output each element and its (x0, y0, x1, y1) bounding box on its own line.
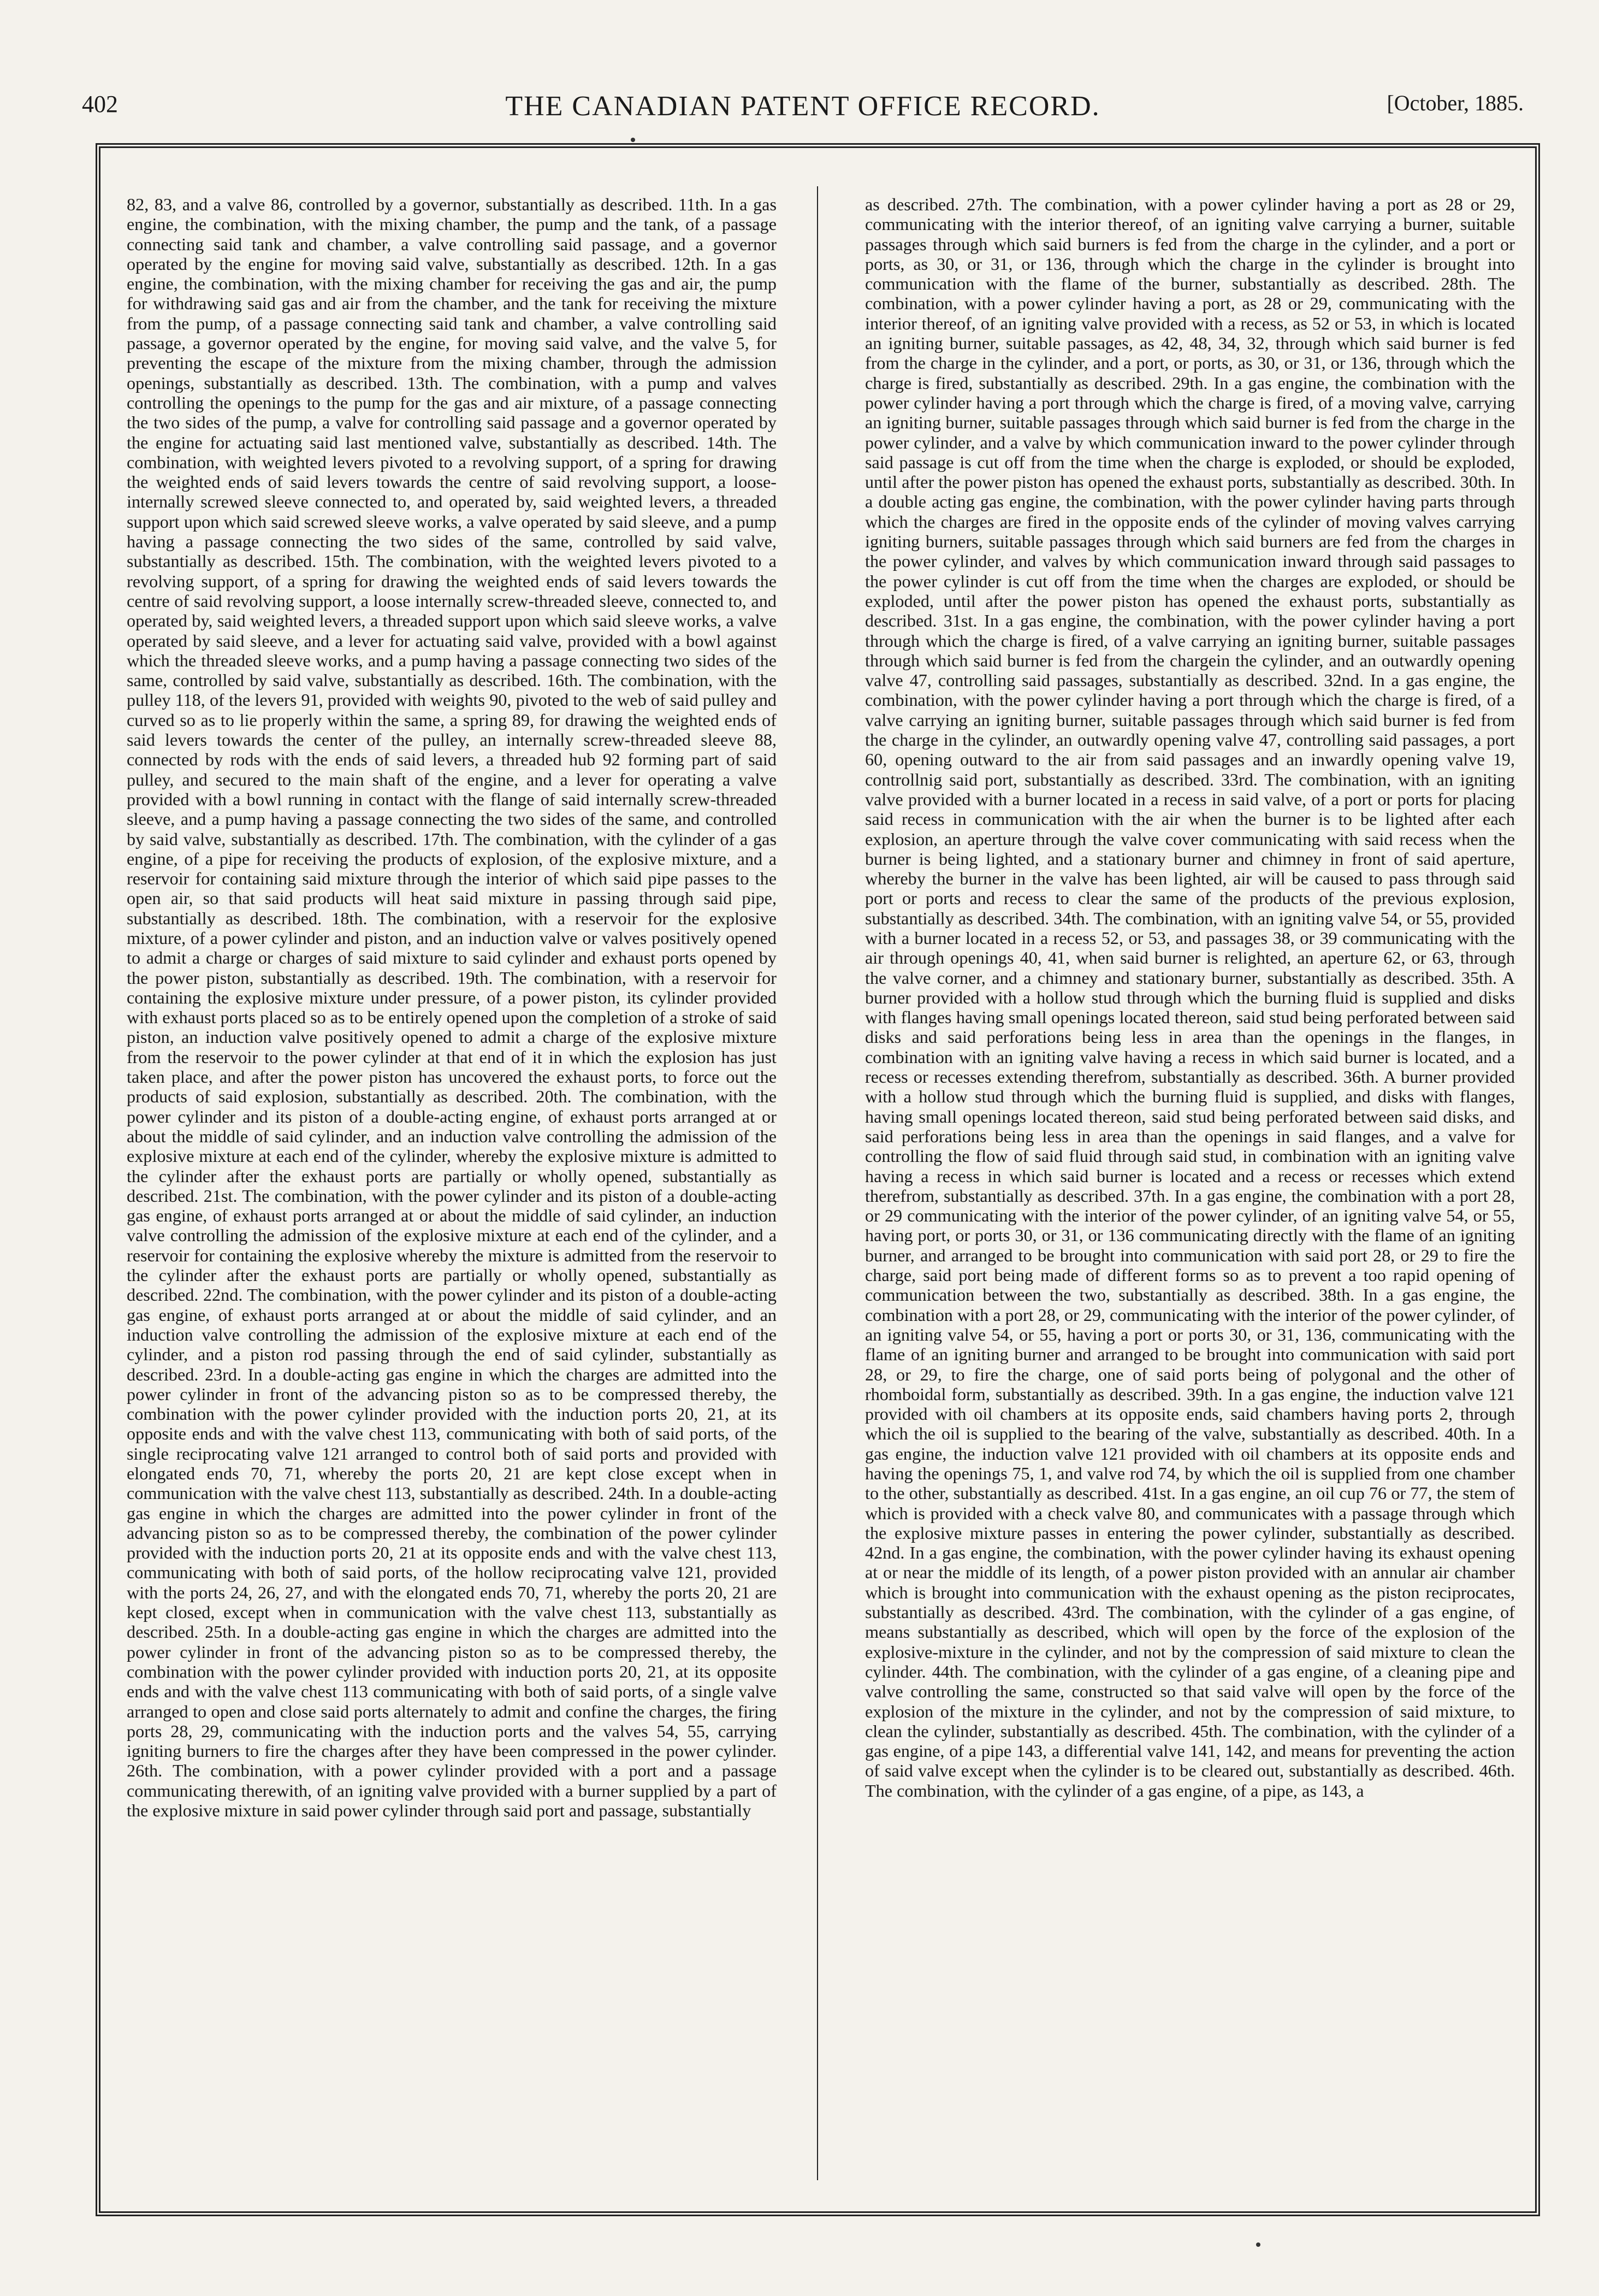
issue-date: [October, 1885. (1387, 91, 1524, 115)
right-column-text: as described. 27th. The combination, with a power cylinder having a port as 28 or 29, communicating with the interior thereof, of an igniting valve carrying a burner, suitable passages through which said burners is fed from the charge in the cylinder, and a port or ports, as 30, or 31, or 136, through which the charge in the cylinder is brought into communication with the flame of the burner, substantially as described. 28th. The combination, with a power cylinder having a port, as 28 or 29, communicating with the interior thereof, of an igniting valve provided with a recess, as 52 or 53, in which is located an igniting burner, suitable passages, as 42, 48, 34, 32, through which said burner is fed from the charge in the cylinder, and a port, or ports, as 30, or 31, or 136, through which the charge is fired, substantially as described. 29th. In a gas engine, the combination with the power cylinder having a port through which the charge is fired, of a moving valve, carrying an igniting burner, suitable passages through which said burner is fed from the charge in the power cylinder, and a valve by which communication inward to the power cylinder through said passage is cut off from the time when the charge is exploded, or should be exploded, until after the power piston has opened the exhaust ports, substantially as described. 30th. In a double acting gas engine, the combination, with the power cylinder having parts through which the charges are fired in the opposite ends of the cylinder of moving valves carrying igniting burners, suitable passages through which said burners are fed from the charges in the power cylinder, and valves by which communication inward through said passages to the power cylinder is cut off from the time when the charges are exploded, or should be exploded, until after the power piston has opened the exhaust ports, substantially as described. 31st. In a gas engine, the combination, with the power cylinder having a port through which the charge is fired, of a valve carrying an igniting burner, suitable passages through which said burner is fed from the chargein the cylinder, and an outwardly opening valve 47, controlling said passages, substantially as described. 32nd. In a gas engine, the combination, with the power cylinder having a port through which the charge is fired, of a valve carrying an igniting burner, suitable passages through which said burner is fed from the charge in the cylinder, an outwardly opening valve 47, controlling said passages, a port 60, opening outward to the air from said passages and an inwardly opening valve 19, controllnig said port, substantially as described. 33rd. The combination, with an igniting valve provided with a burner located in a recess in said valve, of a port or ports for placing said recess in communication with the air when the burner is to be lighted after each explosion, an aperture through the valve cover communicating with said recess when the burner is being lighted, and a stationary burner and chimney in front of said aperture, whereby the burner in the valve has been lighted, air will be caused to pass through said port or ports and recess to clear the same of the products of the previous explosion, substantially as described. 34th. The combination, with an igniting valve 54, or 55, provided with a burner located in a recess 52, or 53, and passages 38, or 39 communicating with the air through openings 40, 41, when said burner is relighted, an aperture 62, or 63, through the valve corner, and a chimney and stationary burner, substantially as described. 35th. A burner provided with a hollow stud through which the burning fluid is supplied and disks with flanges having small openings located thereon, said stud being perforated between said disks and said perforations being less in area than the openings in the flanges, in combination with an igniting valve having a recess in which said burner is located, and a recess or recesses extending therefrom, substantially as described. 36th. A burner provided with a hollow stud through which the burning fluid is supplied, and disks with flanges, having small openings located thereon, said stud being perforated between said disks, and said perforations being less in area than the openings in said flanges, and a valve for controlling the flow of said fluid through said stud, in combination with an igniting valve having a recess in which said burner is located and a recess or recesses which extend therefrom, substantially as described. 37th. In a gas engine, the combination with a port 28, or 29 communicating with the interior of the power cylinder, of an igniting valve 54, or 55, having port, or ports 30, or 31, or 136 communicating directly with the flame of an igniting burner, and arranged to be brought into communication with said port 28, or 29 to fire the charge, said port being made of different forms so as to prevent a too rapid opening of communication between the two, substantially as described. 38th. In a gas engine, the combination with a port 28, or 29, communicating with the interior of the power cylinder, of an igniting valve 54, or 55, having a port or ports 30, or 31, 136, communicating with the flame of an igniting burner and arranged to be brought into communication with said port 28, or 29, to fire the charge, one of said ports being of polygonal and the other of rhomboidal form, substantially as described. 39th. In a gas engine, the induction valve 121 provided with oil chambers at its opposite ends, said chambers having ports 2, through which the oil is supplied to the bearing of the valve, substantially as described. 40th. In a gas engine, the induction valve 121 provided with oil chambers at its opposite ends and having the openings 75, 1, and valve rod 74, by which the oil is supplied from one chamber to the other, substantially as described. 41st. In a gas engine, an oil cup 76 or 77, the stem of which is provided with a check valve 80, and communicates with a passage through which the explosive mixture passes in entering the power cylinder, substantially as described. 42nd. In a gas engine, the combination, with the power cylinder having its exhaust opening at or near the middle of its length, of a power piston provided with an annular air chamber which is brought into communication with the exhaust opening as the piston reciprocates, substantially as described. 43rd. The combination, with the cylinder of a gas engine, of means substantially as described, which will open by the force of the explosion of the explosive-mixture in the cylinder, and not by the compression of said mixture to clean the cylinder. 44th. The combination, with the cylinder of a gas engine, of a cleaning pipe and valve controlling the same, constructed so that said valve will open by the force of the explosion of the mixture in the cylinder, and not by the compression of said mixture, to clean the cylinder, substantially as described. 45th. The combination, with the cylinder of a gas engine, of a pipe 143, a differential valve 141, 142, and means for preventing the action of said valve except when the cylinder is to be cleared out, substantially as described. 46th. The combination, with the cylinder of a gas engine, of a pipe, as 143, a (865, 194, 1515, 1801)
journal-title: THE CANADIAN PATENT OFFICE RECORD. (505, 91, 1100, 122)
page-frame (96, 143, 1540, 2216)
left-column-text: 82, 83, and a valve 86, controlled by a governor, substantially as described. 11th. In a gas engine, the combination, with the mixing chamber, the pump and the tank, of a passage connecting said tank and chamber, a valve controlling said passage, and a governor operated by the engine for moving said valve, substantially as described. 12th. In a gas engine, the combination, with the mixing chamber for receiving the gas and air, the pump for withdrawing said gas and air from the chamber, and the tank for receiving the mixture from the pump, of a passage connecting said tank and chamber, a valve controlling said passage, a governor operated by the engine, for moving said valve, and the valve 5, for preventing the escape of the mixture from the mixing chamber, through the admission openings, substantially as described. 13th. The combination, with a pump and valves controlling the openings to the pump for the gas and air mixture, of a passage connecting the two sides of the pump, a valve for controlling said passage and a governor operated by the engine for actuating said last mentioned valve, substantially as described. 14th. The combination, with weighted levers pivoted to a revolving support, of a spring for drawing the weighted ends of said levers towards the centre of said revolving support, a loose-internally screwed sleeve connected to, and operated by, said weighted levers, a threaded support upon which said screwed sleeve works, a valve operated by said sleeve, and a pump having a passage connecting the two sides of the same, controlled by said valve, substantially as described. 15th. The combination, with the weighted levers pivoted to a revolving support, of a spring for drawing the weighted ends of said levers towards the centre of said revolving support, a loose internally screw-threaded sleeve, connected to, and operated by, said weighted levers, a threaded support upon which said sleeve works, a valve operated by said sleeve, and a lever for actuating said valve, provided with a bowl against which the threaded sleeve works, and a pump having a passage connecting two sides of the same, controlled by said valve, substantially as described. 16th. The combination, with the pulley 118, of the levers 91, provided with weights 90, pivoted to the web of said pulley and curved so as to lie properly within the same, a spring 89, for drawing the weighted ends of said levers towards the center of the pulley, an internally screw-threaded sleeve 88, connected by rods with the ends of said levers, a threaded hub 92 forming part of said pulley, and secured to the main shaft of the engine, and a lever for operating a valve provided with a bowl running in contact with the flange of said internally screw-threaded sleeve, and a pump having a passage connecting the two sides of the same, and controlled by said valve, substantially as described. 17th. The combination, with the cylinder of a gas engine, of a pipe for receiving the products of explosion, of the explosive mixture, and a reservoir for containing said mixture through the interior of which said pipe passes to the open air, so that said products will heat said mixture in passing through said pipe, substantially as described. 18th. The combination, with a reservoir for the explosive mixture, of a power cylinder and piston, and an induction valve or valves positively opened to admit a charge or charges of said mixture to said cylinder and exhaust ports opened by the power piston, substantially as described. 19th. The combination, with a reservoir for containing the explosive mixture under pressure, of a power piston, its cylinder provided with exhaust ports placed so as to be entirely opened upon the completion of a stroke of said piston, an induction valve positively opened to admit a charge of the explosive mixture from the reservoir to the power cylinder at that end of it in which the explosion has just taken place, and after the power piston has uncovered the exhaust ports, to force out the products of said explosion, substantially as described. 20th. The combination, with the power cylinder and its piston of a double-acting engine, of exhaust ports arranged at or about the middle of said cylinder, and an induction valve controlling the admission of the explosive mixture at each end of the cylinder, whereby the explosive mixture is admitted to the cylinder after the exhaust ports are partially or wholly opened, substantially as described. 21st. The combination, with the power cylinder and its piston of a double-acting gas engine, of exhaust ports arranged at or about the middle of said cylinder, an induction valve controlling the admission of the explosive mixture at each end of the cylinder, and a reservoir for containing the explosive whereby the mixture is admitted from the reservoir to the cylinder after the exhaust ports are partially or wholly opened, substantially as described. 22nd. The combination, with the power cylinder and its piston of a double-acting gas engine, of exhaust ports arranged at or about the middle of said cylinder, and an induction valve controlling the admission of the explosive mixture at each end of the cylinder, and a piston rod passing through the end of said cylinder, substantially as described. 23rd. In a double-acting gas engine in which the charges are admitted into the power cylinder in front of the advancing piston so as to be compressed thereby, the combination with the power cylinder provided with the induction ports 20, 21, at its opposite ends and with the valve chest 113, communicating with both of said ports, of the single reciprocating valve 121 arranged to control both of said ports and provided with elongated ends 70, 71, whereby the ports 20, 21 are kept close except when in communication with the valve chest 113, substantially as described. 24th. In a double-acting gas engine in which the charges are admitted into the power cylinder in front of the advancing piston so as to be compressed thereby, the combination of the power cylinder provided with the induction ports 20, 21 at its opposite ends and with the valve chest 113, communicating with both of said ports, of the hollow reciprocating valve 121, provided with the ports 24, 26, 27, and with the elongated ends 70, 71, whereby the ports 20, 21 are kept closed, except when in communication with the valve chest 113, substantially as described. 25th. In a double-acting gas engine in which the charges are admitted into the power cylinder in front of the advancing piston so as to be compressed thereby, the combination with the power cylinder provided with induction ports 20, 21, at its opposite ends and with the valve chest 113 communicating with both of said ports, of a single valve arranged to open and close said ports alternately to admit and confine the charges, the firing ports 28, 29, communicating with the induction ports and the valves 54, 55, carrying igniting burners to fire the charges after they have been compressed in the power cylinder. 26th. The combination, with a power cylinder provided with a port and a passage communicating therewith, of an igniting valve provided with a burner supplied by a part of the explosive mixture in said power cylinder through said port and passage, substantially (127, 194, 777, 1821)
column-divider (817, 186, 818, 2180)
page-number: 402 (82, 91, 118, 117)
header-mark (631, 138, 635, 142)
page-header (82, 90, 1524, 128)
footer-mark (1256, 2242, 1260, 2247)
